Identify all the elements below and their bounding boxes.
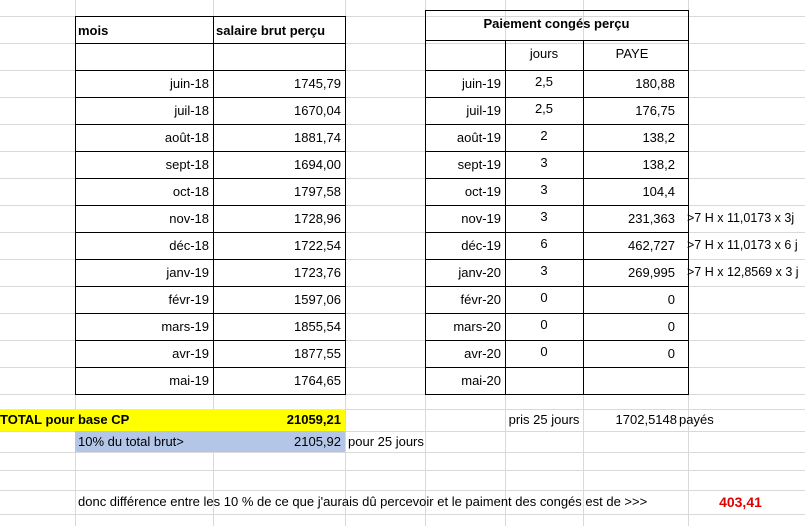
right-row-paye[interactable]: 138,2 (642, 157, 675, 172)
right-row-note[interactable] (684, 70, 804, 97)
total-label[interactable]: TOTAL pour base CP (0, 412, 130, 427)
right-row-note[interactable] (684, 340, 804, 367)
left-row-mois[interactable]: juil-18 (174, 103, 209, 118)
right-row-jours[interactable]: 0 (540, 317, 548, 332)
right-row-paye[interactable]: 0 (667, 346, 675, 361)
payes-value[interactable]: 1702,5148 (615, 412, 677, 427)
right-row-jours[interactable]: 2,5 (534, 101, 554, 116)
right-row-jours[interactable]: 0 (540, 290, 548, 305)
conclusion-text[interactable]: donc différence entre les 10 % de ce que j'aurais dû percevoir et le paiment des congés est de >>> (78, 494, 648, 509)
right-row-paye[interactable]: 138,2 (642, 130, 675, 145)
right-row-mois[interactable]: févr-20 (460, 292, 501, 307)
right-row-paye[interactable]: 176,75 (635, 103, 675, 118)
left-row-mois[interactable]: févr-19 (168, 292, 209, 307)
right-row-mois[interactable]: janv-20 (458, 265, 501, 280)
right-row-note[interactable] (684, 286, 804, 313)
right-row-note[interactable] (684, 97, 804, 124)
right-row-note[interactable] (684, 151, 804, 178)
left-row-salaire[interactable]: 1764,65 (294, 373, 341, 388)
right-row-mois[interactable]: déc-19 (461, 238, 501, 253)
ten-percent-label[interactable]: 10% du total brut> (78, 434, 184, 449)
right-row-paye[interactable]: 269,995 (628, 265, 675, 280)
left-row-salaire[interactable]: 1745,79 (294, 76, 341, 91)
right-row-jours[interactable]: 6 (540, 236, 548, 251)
right-row-note[interactable]: >7 H x 12,8569 x 3 j (687, 265, 799, 279)
left-row-mois[interactable]: nov-18 (169, 211, 209, 226)
right-row-jours[interactable] (505, 365, 583, 392)
right-row-paye[interactable]: 462,727 (628, 238, 675, 253)
right-row-note[interactable] (684, 367, 804, 394)
right-row-mois[interactable]: mai-20 (461, 373, 501, 388)
right-row-paye[interactable]: 231,363 (628, 211, 675, 226)
right-row-note[interactable]: >7 H x 11,0173 x 3j (687, 211, 795, 225)
right-row-jours[interactable]: 3 (540, 209, 548, 224)
right-row-jours[interactable]: 3 (540, 263, 548, 278)
right-row-paye[interactable] (583, 367, 681, 394)
right-row-mois[interactable]: sept-19 (457, 157, 501, 172)
left-row-mois[interactable]: mai-19 (169, 373, 209, 388)
total-value[interactable]: 21059,21 (286, 412, 341, 427)
left-row-salaire[interactable]: 1694,00 (294, 157, 341, 172)
header-mois: mois (78, 23, 109, 38)
header-salaire-brut: salaire brut perçu (216, 23, 326, 38)
left-row-salaire[interactable]: 1855,54 (294, 319, 341, 334)
right-row-mois[interactable]: mars-20 (453, 319, 501, 334)
header-jours: jours (529, 46, 559, 61)
left-row-mois[interactable]: août-18 (164, 130, 209, 145)
left-row-salaire[interactable]: 1723,76 (294, 265, 341, 280)
left-row-mois[interactable]: juin-18 (169, 76, 209, 91)
header-paye: PAYE (615, 46, 649, 61)
left-row-mois[interactable]: avr-19 (172, 346, 209, 361)
right-row-jours[interactable]: 3 (540, 155, 548, 170)
right-row-mois[interactable]: oct-19 (464, 184, 501, 199)
right-row-mois[interactable]: juil-19 (466, 103, 501, 118)
right-row-jours[interactable]: 3 (540, 182, 548, 197)
left-row-salaire[interactable]: 1597,06 (294, 292, 341, 307)
left-row-mois[interactable]: janv-19 (166, 265, 209, 280)
left-row-salaire[interactable]: 1728,96 (294, 211, 341, 226)
pris-25-jours-label[interactable]: pris 25 jours (508, 412, 580, 427)
right-row-mois[interactable]: nov-19 (461, 211, 501, 226)
left-row-mois[interactable]: déc-18 (169, 238, 209, 253)
right-row-paye[interactable]: 180,88 (635, 76, 675, 91)
ten-percent-value[interactable]: 2105,92 (294, 434, 341, 449)
left-row-salaire[interactable]: 1670,04 (294, 103, 341, 118)
right-row-paye[interactable]: 0 (667, 319, 675, 334)
right-row-mois[interactable]: août-19 (456, 130, 501, 145)
right-row-mois[interactable]: avr-20 (464, 346, 501, 361)
header-paiement-conges: Paiement congés perçu (483, 16, 630, 31)
right-row-note[interactable]: >7 H x 11,0173 x 6 j (687, 238, 798, 252)
right-row-jours[interactable]: 2 (540, 128, 548, 143)
right-row-paye[interactable]: 104,4 (642, 184, 675, 199)
left-row-salaire[interactable]: 1722,54 (294, 238, 341, 253)
right-row-paye[interactable]: 0 (667, 292, 675, 307)
left-row-salaire[interactable]: 1877,55 (294, 346, 341, 361)
right-row-jours[interactable]: 2,5 (534, 74, 554, 89)
left-row-salaire[interactable]: 1797,58 (294, 184, 341, 199)
right-row-jours[interactable]: 0 (540, 344, 548, 359)
left-row-mois[interactable]: mars-19 (161, 319, 209, 334)
right-row-mois[interactable]: juin-19 (461, 76, 501, 91)
right-row-note[interactable] (684, 124, 804, 151)
pour-25-jours-label[interactable]: pour 25 jours (348, 434, 424, 449)
right-row-note[interactable] (684, 178, 804, 205)
right-row-note[interactable] (684, 313, 804, 340)
left-row-mois[interactable]: oct-18 (172, 184, 209, 199)
left-row-mois[interactable]: sept-18 (165, 157, 209, 172)
payes-label[interactable]: payés (679, 412, 714, 427)
difference-value[interactable]: 403,41 (719, 494, 762, 510)
left-row-salaire[interactable]: 1881,74 (294, 130, 341, 145)
